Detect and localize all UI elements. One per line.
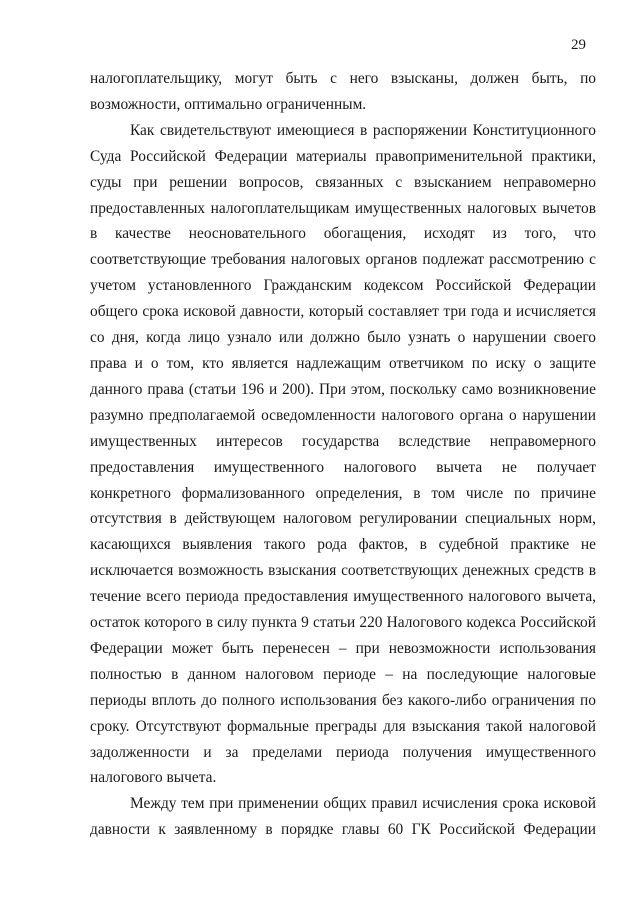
paragraph-court-practice: Как свидетельствуют имеющиеся в распоряжении Конституционного Суда Российской Федерации материалы правоприменительной практики, суды при решении вопросов, связанных с взысканием неправомерно предоставленных налогоплательщикам имущественных налоговых вычетов в качестве неосновательного обогащения, исходят из того, что соответствующие требования налоговых органов подлежат рассмотрению с учетом установленного Гражданским кодексом Российской Федерации общего срока исковой давности, который составляет три года и исчисляется со дня, когда лицо узнало или должно было узнать о нарушении своего права и о том, кто является надлежащим ответчиком по иску о защите данного права (статьи 196 и 200). При этом, поскольку само возникновение разумно предполагаемой осведомленности налогового органа о нарушении имущественных интересов государства вследствие неправомерного предоставления имущественного налогового вычета не получает конкретного формализованного определения, в том числе по причине отсутствия в действующем налоговом регулировании специальных норм, касающихся выявления такого рода фактов, в судебной практике не исключается возможность взыскания соответствующих денежных средств в течение всего периода предоставления имущественного налогового вычета, остаток которого в силу пункта 9 статьи 220 Налогового кодекса Российской Федерации может быть перенесен – при невозможности использования полностью в данном налоговом периоде – на последующие налоговые периоды вплоть до полного использования без какого-либо ограничения по сроку. Отсутствуют формальные преграды для взыскания такой налоговой задолженности и за пределами периода получения имущественного налогового вычета.: [90, 121, 596, 787]
paragraph-continuation: налогоплательщику, могут быть с него взысканы, должен быть, по возможности, оптимально ограниченным.: [90, 70, 596, 113]
page-number: 29: [571, 37, 586, 53]
document-body: [90, 66, 596, 843]
paragraph-limitation-period: Между тем при применении общих правил исчисления срока исковой давности к заявленному в порядке главы 60 ГК Российской Федерации: [90, 795, 596, 839]
